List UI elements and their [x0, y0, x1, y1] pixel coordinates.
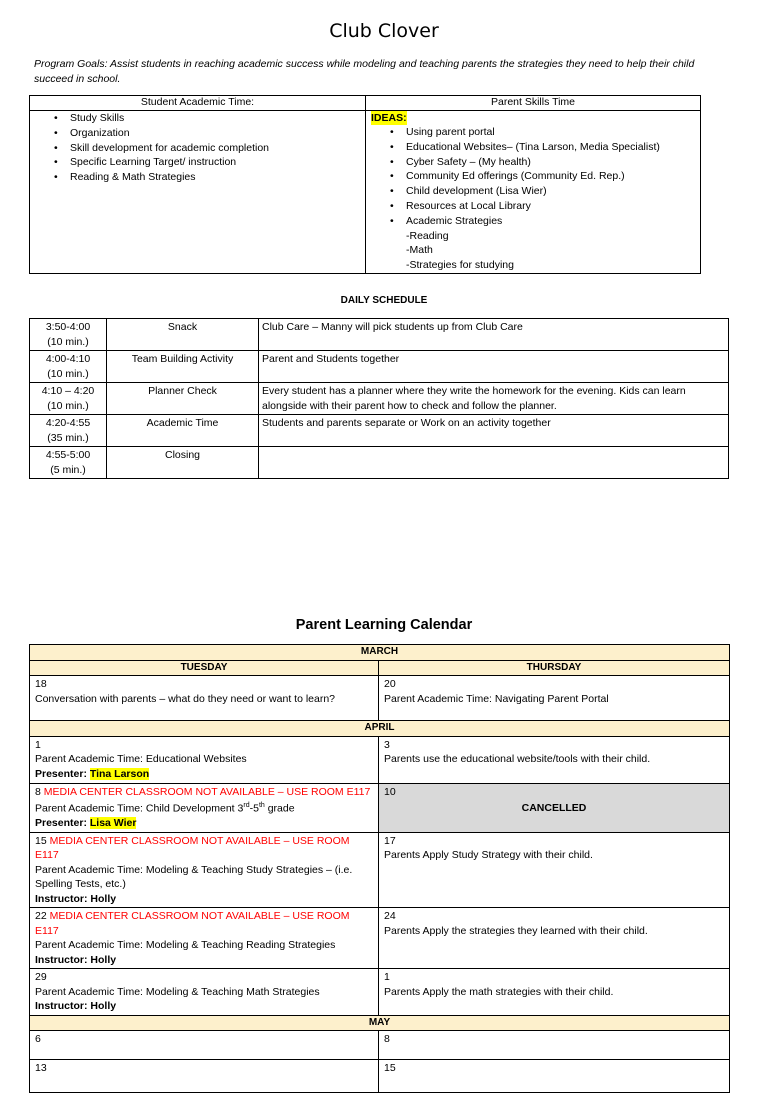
date: 8	[35, 785, 41, 798]
list-item: • Child development (Lisa Wier)	[406, 184, 700, 199]
calendar-cell	[379, 969, 730, 1016]
time-cell	[30, 319, 107, 351]
date: 3	[384, 738, 390, 751]
date: 22	[35, 910, 47, 922]
date: 1	[35, 738, 41, 751]
calendar-cell	[379, 676, 730, 721]
duration: (5 min.)	[50, 463, 86, 476]
activity-cell: Closing	[107, 447, 259, 479]
calendar-cell	[379, 736, 730, 783]
day-header-thursday: THURSDAY	[379, 660, 730, 676]
event-text: -5	[249, 802, 259, 815]
duration: (10 min.)	[47, 335, 89, 348]
time-cell	[30, 351, 107, 383]
list-item: • Cyber Safety – (My health)	[406, 155, 700, 170]
month-header-april: APRIL	[30, 721, 730, 737]
calendar-cell-cancelled	[379, 783, 730, 832]
event-text: Parent Academic Time: Educational Websites	[35, 753, 247, 765]
table-row	[30, 319, 729, 351]
activity-cell: Snack	[107, 319, 259, 351]
list-item: • Educational Websites– (Tina Larson, Media Specialist)	[406, 140, 700, 155]
date: 29	[35, 971, 47, 983]
presenter-name: Tina Larson	[89, 767, 150, 780]
time: 4:00-4:10	[45, 353, 91, 365]
list-item: • Skill development for academic completion	[70, 141, 365, 156]
room-notice: MEDIA CENTER CLASSROOM NOT AVAILABLE – USE ROOM E117	[35, 910, 350, 937]
duration: (10 min.)	[47, 399, 89, 412]
presenter-name: Lisa Wier	[89, 817, 137, 829]
sub-item: -Math	[406, 244, 433, 257]
day-header-tuesday: TUESDAY	[30, 660, 379, 676]
notes-cell: Parent and Students together	[259, 351, 729, 383]
notes-cell: Students and parents separate or Work on an activity together	[259, 415, 729, 447]
room-notice: MEDIA CENTER CLASSROOM NOT AVAILABLE – USE ROOM E117	[35, 834, 350, 861]
event-text: Parents Apply the strategies they learned with their child.	[384, 924, 648, 937]
activity-cell: Academic Time	[107, 415, 259, 447]
time-cell	[30, 447, 107, 479]
date: 8	[384, 1033, 390, 1045]
date: 20	[384, 678, 396, 690]
student-academic-header: Student Academic Time:	[30, 96, 366, 111]
date: 15	[35, 834, 47, 847]
date: 24	[384, 910, 396, 922]
event-text: Parent Academic Time: Modeling & Teaching Study Strategies – (i.e. Spelling Tests, etc.)	[35, 863, 353, 890]
list-item: • Specific Learning Target/ instruction	[70, 155, 365, 170]
room-notice: MEDIA CENTER CLASSROOM NOT AVAILABLE – USE ROOM E117	[43, 785, 371, 798]
date: 6	[35, 1033, 41, 1045]
event-text: Parent Academic Time: Navigating Parent Portal	[384, 692, 609, 705]
calendar-cell	[379, 1060, 730, 1093]
program-goals: Program Goals: Assist students in reaching academic success while modeling and teaching parents the strategies they need to help their child succeed in school.	[34, 58, 695, 85]
calendar-cell	[30, 783, 379, 832]
list-item: • Academic Strategies	[406, 214, 700, 229]
list-item: • Resources at Local Library	[406, 199, 700, 214]
parent-skills-header: Parent Skills Time	[366, 96, 701, 111]
duration: (35 min.)	[47, 431, 89, 444]
parent-skills-cell	[366, 111, 701, 274]
list-item: • Community Ed offerings (Community Ed. Rep.)	[406, 169, 700, 184]
activity-cell: Planner Check	[107, 383, 259, 415]
table-row	[30, 383, 729, 415]
time-cell	[30, 383, 107, 415]
calendar-cell	[30, 969, 379, 1016]
list-item: • Study Skills	[70, 111, 365, 126]
time: 3:50-4:00	[45, 321, 91, 333]
notes-cell: Every student has a planner where they write the homework for the evening. Kids can learn alongside with their parent how to check and follow the planner.	[259, 383, 729, 415]
table-row	[30, 351, 729, 383]
event-text: Conversation with parents – what do they need or want to learn?	[35, 692, 336, 705]
duration: (10 min.)	[47, 367, 89, 380]
student-academic-cell	[30, 111, 366, 274]
notes-cell: Club Care – Manny will pick students up from Club Care	[259, 319, 729, 351]
list-item: • Using parent portal	[406, 125, 700, 140]
event-text: Parents use the educational website/tools with their child.	[384, 753, 651, 765]
table-row	[30, 447, 729, 479]
date: 1	[384, 971, 390, 983]
presenter-label: Presenter:	[35, 817, 90, 829]
calendar-cell	[30, 832, 379, 908]
date: 10	[384, 785, 396, 798]
date: 15	[384, 1062, 396, 1074]
superscript: th	[258, 802, 265, 809]
activity-cell: Team Building Activity	[107, 351, 259, 383]
time-cell	[30, 415, 107, 447]
calendar-cell	[379, 908, 730, 969]
date: 17	[384, 834, 396, 847]
date: 18	[35, 678, 47, 690]
month-header-march: MARCH	[30, 645, 730, 661]
calendar-title: Parent Learning Calendar	[295, 617, 473, 633]
daily-schedule-table	[29, 318, 729, 479]
list-item: • Reading & Math Strategies	[70, 170, 365, 185]
page-title: Club Clover	[329, 20, 439, 42]
month-header-may: MAY	[30, 1015, 730, 1031]
time: 4:20-4:55	[45, 417, 91, 429]
event-text: grade	[264, 802, 295, 815]
instructor: Instructor: Holly	[35, 1000, 117, 1012]
date: 13	[35, 1062, 47, 1074]
list-item: • Organization	[70, 126, 365, 141]
event-text: Parent Academic Time: Modeling & Teaching Math Strategies	[35, 985, 320, 998]
cancelled-label: CANCELLED	[521, 802, 587, 814]
time: 4:55-5:00	[45, 449, 91, 461]
event-text: Parent Academic Time: Child Development 3	[35, 802, 244, 815]
event-text: Parents Apply Study Strategy with their child.	[384, 849, 593, 861]
calendar-cell	[30, 676, 379, 721]
superscript: rd	[243, 802, 250, 809]
event-text: Parents Apply the math strategies with their child.	[384, 985, 614, 998]
skills-table	[29, 95, 701, 274]
presenter-label: Presenter:	[35, 767, 90, 780]
calendar-cell	[379, 1031, 730, 1060]
table-row	[30, 415, 729, 447]
time: 4:10 – 4:20	[41, 385, 95, 397]
sub-item: -Strategies for studying	[406, 259, 514, 272]
calendar-cell	[30, 736, 379, 783]
sub-item: -Reading	[406, 229, 449, 242]
ideas-label: IDEAS:	[371, 112, 407, 124]
event-text: Parent Academic Time: Modeling & Teaching Reading Strategies	[35, 939, 336, 951]
calendar-cell	[379, 832, 730, 908]
calendar-cell	[30, 1060, 379, 1093]
parent-learning-calendar	[29, 644, 730, 1093]
notes-cell	[259, 447, 729, 479]
instructor: Instructor: Holly	[35, 953, 117, 966]
daily-schedule-heading: DAILY SCHEDULE	[340, 295, 428, 306]
instructor: Instructor: Holly	[35, 892, 117, 905]
calendar-cell	[30, 1031, 379, 1060]
calendar-cell	[30, 908, 379, 969]
